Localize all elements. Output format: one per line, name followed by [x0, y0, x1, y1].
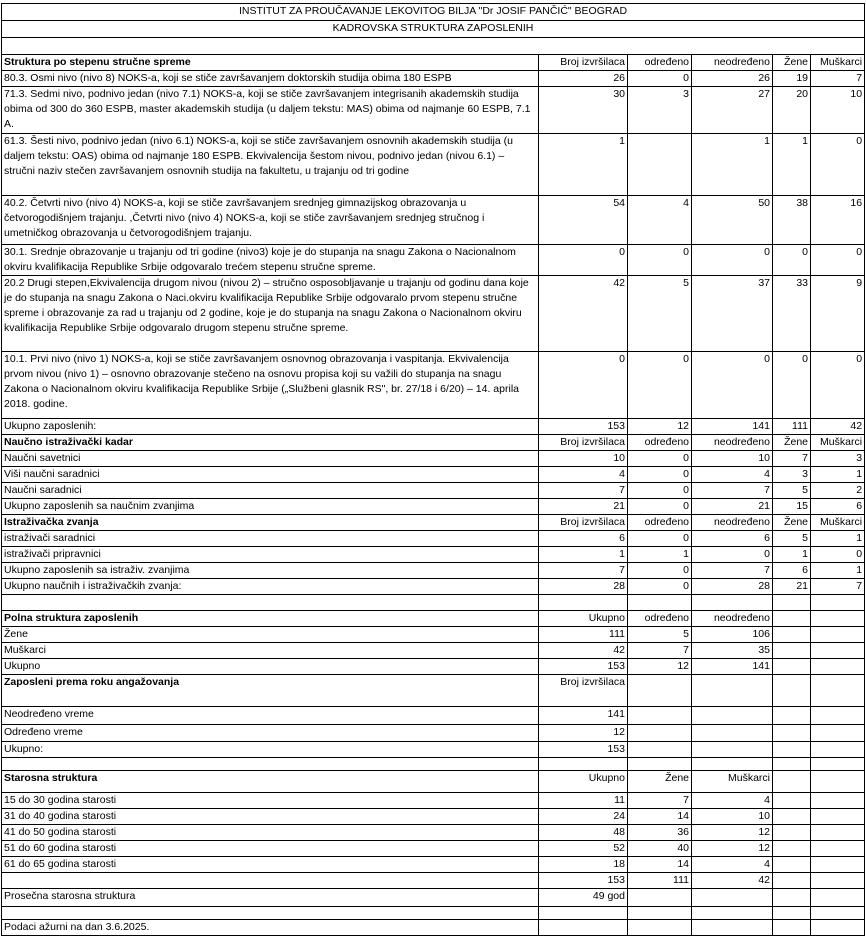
section-heading: Starosna struktura — [2, 771, 539, 793]
cell-value: 7 — [773, 451, 811, 467]
cell-value: 42 — [811, 419, 865, 435]
row-label: Naučni saradnici — [2, 483, 539, 499]
cell-value: 1 — [539, 547, 628, 563]
row-label: Prosečna starosna struktura — [2, 889, 539, 907]
cell-value: 0 — [628, 499, 692, 515]
cell-value: 20 — [773, 87, 811, 134]
title-row — [2, 21, 865, 38]
row-label: Naučni savetnici — [2, 451, 539, 467]
table-row — [2, 643, 865, 659]
row-label: Određeno vreme — [2, 725, 539, 742]
cell-value: 2 — [811, 483, 865, 499]
cell-value: 54 — [539, 196, 628, 245]
cell-value: 14 — [628, 809, 692, 825]
page-title: KADROVSKA STRUKTURA ZAPOSLENIH — [2, 21, 865, 38]
cell-value: 10 — [811, 87, 865, 134]
cell-value: 0 — [692, 547, 773, 563]
column-header: neodređeno — [692, 435, 773, 451]
column-header: neodređeno — [692, 55, 773, 71]
cell-value: 4 — [628, 196, 692, 245]
cell-value: 10 — [692, 809, 773, 825]
engagement-header-row — [2, 675, 865, 707]
cell-value: 111 — [773, 419, 811, 435]
cell-value: 153 — [539, 419, 628, 435]
column-header: Broj izvršilaca — [539, 675, 628, 707]
row-label: 20.2 Drugi stepen,Ekvivalencija drugom nivou (nivou 2) – stručno osposobljavanje u trajanju od godinu dana koje je do stupanja na snagu Zakona o Naci.okviru kvalifikacija Republike Srbije odgovaralo prvom stepenu stručne spreme i obrazovanje za rad u trajanju od 2 godine, koje je do stupanja na snagu Zakona o Nacionalnom okviru kvalifikacija Republike Srbije odgovaralo drugom stepenu stručne spreme. — [2, 276, 539, 352]
cell-value: 0 — [811, 245, 865, 276]
cell-value: 0 — [628, 71, 692, 87]
staff-structure-table — [1, 3, 865, 936]
cell-value: 5 — [628, 276, 692, 352]
research-header-row — [2, 515, 865, 531]
total-row — [2, 419, 865, 435]
cell-value: 5 — [773, 483, 811, 499]
row-label: Ukupno: — [2, 742, 539, 758]
cell-value: 1 — [628, 547, 692, 563]
cell-value — [628, 134, 692, 196]
row-label: Ukupno — [2, 659, 539, 675]
cell-value: 42 — [692, 873, 773, 889]
cell-value: 28 — [692, 579, 773, 595]
cell-value: 0 — [539, 245, 628, 276]
table-row — [2, 659, 865, 675]
cell-value: 111 — [628, 873, 692, 889]
column-header: Ukupno — [539, 771, 628, 793]
column-header: Žene — [628, 771, 692, 793]
column-header: Žene — [773, 515, 811, 531]
cell-value: 7 — [692, 483, 773, 499]
table-row — [2, 276, 865, 352]
cell-value: 0 — [811, 134, 865, 196]
cell-value: 0 — [773, 245, 811, 276]
cell-value: 1 — [773, 134, 811, 196]
row-label: 51 do 60 godina starosti — [2, 841, 539, 857]
table-row — [2, 134, 865, 196]
cell-value: 38 — [773, 196, 811, 245]
section-heading: Polna struktura zaposlenih — [2, 611, 539, 627]
cell-value: 4 — [539, 467, 628, 483]
cell-value: 1 — [692, 134, 773, 196]
cell-value: 7 — [811, 71, 865, 87]
cell-value: 3 — [811, 451, 865, 467]
cell-value: 48 — [539, 825, 628, 841]
cell-value: 5 — [773, 531, 811, 547]
row-label: Ukupno zaposlenih sa naučnim zvanjima — [2, 499, 539, 515]
section-heading: Naučno istraživački kadar — [2, 435, 539, 451]
cell-value: 141 — [692, 659, 773, 675]
column-header: Broj izvršilaca — [539, 515, 628, 531]
cell-value: 153 — [539, 742, 628, 758]
spacer-row — [2, 38, 865, 55]
cell-value: 15 — [773, 499, 811, 515]
cell-value: 141 — [539, 707, 628, 725]
column-header: Broj izvršilaca — [539, 435, 628, 451]
column-header: određeno — [628, 515, 692, 531]
cell-value: 49 god — [539, 889, 628, 907]
cell-value: 7 — [628, 793, 692, 809]
row-label: Viši naučni saradnici — [2, 467, 539, 483]
cell-value: 19 — [773, 71, 811, 87]
cell-value: 0 — [628, 352, 692, 419]
cell-value: 1 — [811, 563, 865, 579]
average-row — [2, 889, 865, 907]
table-row — [2, 71, 865, 87]
cell-value: 7 — [628, 643, 692, 659]
row-label: Ukupno zaposlenih: — [2, 419, 539, 435]
cell-value: 27 — [692, 87, 773, 134]
cell-value: 141 — [692, 419, 773, 435]
cell-value: 10 — [692, 451, 773, 467]
cell-value: 26 — [692, 71, 773, 87]
cell-value: 12 — [539, 725, 628, 742]
cell-value: 0 — [628, 245, 692, 276]
cell-value: 7 — [811, 579, 865, 595]
column-header: Broj izvršilaca — [539, 55, 628, 71]
row-label: 15 do 30 godina starosti — [2, 793, 539, 809]
column-header: određeno — [628, 435, 692, 451]
cell-value: 40 — [628, 841, 692, 857]
column-header: Muškarci — [811, 55, 865, 71]
institute-row — [2, 4, 865, 21]
table-row — [2, 793, 865, 809]
column-header: određeno — [628, 611, 692, 627]
spacer-row — [2, 907, 865, 920]
update-note: Podaci ažurni na dan 3.6.2025. — [2, 920, 539, 936]
cell-value: 9 — [811, 276, 865, 352]
row-label: Neodređeno vreme — [2, 707, 539, 725]
table-row — [2, 467, 865, 483]
cell-value: 111 — [539, 627, 628, 643]
column-header: Ukupno — [539, 611, 628, 627]
section-heading: Zaposleni prema roku angažovanja — [2, 675, 539, 707]
row-label: Žene — [2, 627, 539, 643]
cell-value: 21 — [692, 499, 773, 515]
table-row — [2, 451, 865, 467]
row-label: 80.3. Osmi nivo (nivo 8) NOKS-a, koji se stiče završavanjem doktorskih studija obima 180 ESPB — [2, 71, 539, 87]
table-row — [2, 499, 865, 515]
cell-value: 12 — [628, 419, 692, 435]
table-row — [2, 531, 865, 547]
row-label: 41 do 50 godina starosti — [2, 825, 539, 841]
spacer-row — [2, 595, 865, 611]
cell-value: 153 — [539, 659, 628, 675]
cell-value: 1 — [773, 547, 811, 563]
column-header: Muškarci — [811, 435, 865, 451]
table-row — [2, 841, 865, 857]
cell-value: 42 — [539, 643, 628, 659]
cell-value: 36 — [628, 825, 692, 841]
cell-value: 4 — [692, 467, 773, 483]
cell-value: 50 — [692, 196, 773, 245]
footer-row — [2, 920, 865, 936]
row-label: 71.3. Sedmi nivo, podnivo jedan (nivo 7.1) NOKS-a, koji se stiče završavanjem integrisanih akademskih studija obima od 300 do 360 ESPB, master akademskih studija (u daljem tekstu: MAS) obima od najmanje 60 ESPB, 7.1 A. — [2, 87, 539, 134]
cell-value: 7 — [539, 563, 628, 579]
cell-value: 0 — [628, 579, 692, 595]
column-header: Muškarci — [692, 771, 773, 793]
row-label: istraživači pripravnici — [2, 547, 539, 563]
row-label: 31 do 40 godina starosti — [2, 809, 539, 825]
row-label: 30.1. Srednje obrazovanje u trajanju od tri godine (nivo3) koje je do stupanja na snagu Zakona o Nacionalnom okviru kvalifikacija Republike Srbije odgovaralo trećem stepenu stručne spreme. — [2, 245, 539, 276]
cell-value: 0 — [628, 531, 692, 547]
cell-value: 0 — [628, 451, 692, 467]
column-header: određeno — [628, 55, 692, 71]
cell-value: 6 — [539, 531, 628, 547]
cell-value: 24 — [539, 809, 628, 825]
cell-value: 30 — [539, 87, 628, 134]
gender-header-row — [2, 611, 865, 627]
cell-value: 4 — [692, 793, 773, 809]
table-row — [2, 352, 865, 419]
institute-title: INSTITUT ZA PROUČAVANJE LEKOVITOG BILJA "Dr JOSIF PANČIĆ" BEOGRAD — [2, 4, 865, 21]
row-label: 61.3. Šesti nivo, podnivo jedan (nivo 6.1) NOKS-a, koji se stiče završavanjem osnovnih akademskih studija (u daljem tekstu: OAS) obima od najmanje 180 ESPB. Ekvivalencija šestom nivou, podnivo jedan (nivou 6.1) – stručni naziv stečen završavanjem osnovnih studija na fakultetu, u trajanju od tri godine — [2, 134, 539, 196]
cell-value: 0 — [628, 483, 692, 499]
cell-value: 18 — [539, 857, 628, 873]
cell-value: 21 — [773, 579, 811, 595]
cell-value: 0 — [811, 352, 865, 419]
cell-value: 11 — [539, 793, 628, 809]
table-row — [2, 742, 865, 758]
cell-value: 0 — [692, 352, 773, 419]
row-label: 10.1. Prvi nivo (nivo 1) NOKS-a, koji se stiče završavanjem osnovnog obrazovanja i vaspitanja. Ekvivalencija prvom nivou (nivo 1) – osnovno obrazovanje stečeno na osnovu propisa koji su važili do stupanja na snagu Zakona o Nacionalnom okviru kvalifikacija Republike Srbije („Službeni glasnik RS", br. 27/18 i 6/20) – 14. aprila 2018. godine. — [2, 352, 539, 419]
cell-value: 3 — [773, 467, 811, 483]
cell-value: 14 — [628, 857, 692, 873]
cell-value: 16 — [811, 196, 865, 245]
cell-value: 1 — [811, 531, 865, 547]
table-row — [2, 579, 865, 595]
table-row — [2, 707, 865, 725]
cell-value: 12 — [692, 841, 773, 857]
cell-value: 0 — [628, 467, 692, 483]
table-row — [2, 563, 865, 579]
row-label: Muškarci — [2, 643, 539, 659]
cell-value: 37 — [692, 276, 773, 352]
table-row — [2, 857, 865, 873]
column-header: Žene — [773, 55, 811, 71]
row-label: Ukupno naučnih i istraživačkih zvanja: — [2, 579, 539, 595]
cell-value: 1 — [539, 134, 628, 196]
column-header: Žene — [773, 435, 811, 451]
cell-value: 0 — [692, 245, 773, 276]
table-row — [2, 547, 865, 563]
age-header-row — [2, 771, 865, 793]
table-row — [2, 196, 865, 245]
cell-value: 6 — [773, 563, 811, 579]
cell-value: 42 — [539, 276, 628, 352]
cell-value: 12 — [628, 659, 692, 675]
cell-value: 26 — [539, 71, 628, 87]
section-heading: Struktura po stepenu stručne spreme — [2, 55, 539, 71]
total-row — [2, 873, 865, 889]
table-row — [2, 245, 865, 276]
column-header: neodređeno — [692, 611, 773, 627]
table-row — [2, 825, 865, 841]
cell-value: 106 — [692, 627, 773, 643]
cell-value: 0 — [628, 563, 692, 579]
cell-value: 7 — [692, 563, 773, 579]
table-row — [2, 483, 865, 499]
cell-value: 153 — [539, 873, 628, 889]
cell-value: 35 — [692, 643, 773, 659]
cell-value: 28 — [539, 579, 628, 595]
cell-value: 21 — [539, 499, 628, 515]
cell-value: 10 — [539, 451, 628, 467]
row-label: istraživači saradnici — [2, 531, 539, 547]
row-label: 61 do 65 godina starosti — [2, 857, 539, 873]
table-row — [2, 809, 865, 825]
row-label: 40.2. Četvrti nivo (nivo 4) NOKS-a, koji se stiče završavanjem srednjeg gimnazijskog obrazovanja u četvorogodišnjem trajanju. ,Četvrti nivo (nivo 4) NOKS-a, koji se stiče završavanjem srednjeg stručnog i umetničkog obrazovanja u četvorogodišnjem trajanju. — [2, 196, 539, 245]
cell-value: 0 — [773, 352, 811, 419]
scientific-header-row — [2, 435, 865, 451]
spacer-row — [2, 758, 865, 771]
section-heading: Istraživačka zvanja — [2, 515, 539, 531]
cell-value: 33 — [773, 276, 811, 352]
cell-value: 6 — [692, 531, 773, 547]
cell-value: 6 — [811, 499, 865, 515]
column-header: Muškarci — [811, 515, 865, 531]
table-row — [2, 87, 865, 134]
cell-value: 7 — [539, 483, 628, 499]
table-row — [2, 725, 865, 742]
cell-value: 4 — [692, 857, 773, 873]
cell-value: 1 — [811, 467, 865, 483]
education-header-row — [2, 55, 865, 71]
cell-value: 52 — [539, 841, 628, 857]
cell-value: 5 — [628, 627, 692, 643]
cell-value: 0 — [539, 352, 628, 419]
column-header: neodređeno — [692, 515, 773, 531]
cell-value: 12 — [692, 825, 773, 841]
cell-value: 0 — [811, 547, 865, 563]
cell-value: 3 — [628, 87, 692, 134]
row-label: Ukupno zaposlenih sa istraživ. zvanjima — [2, 563, 539, 579]
table-row — [2, 627, 865, 643]
